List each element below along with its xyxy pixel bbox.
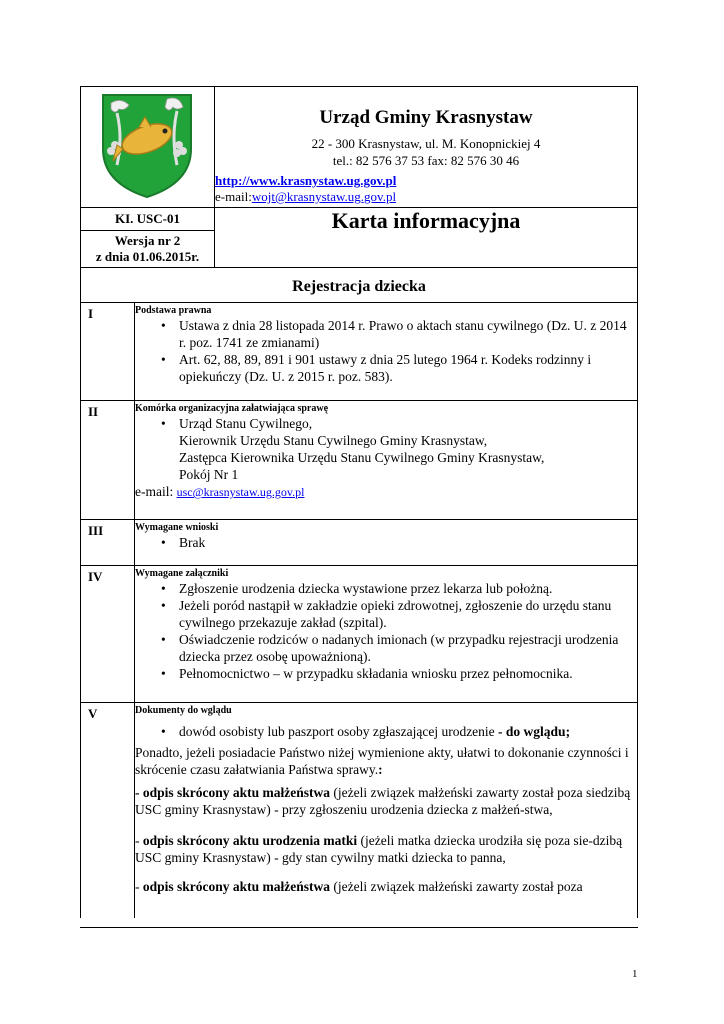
page-number: 1 [632, 968, 638, 980]
crest-cell [81, 87, 215, 208]
paragraph: - odpis skrócony aktu małżeństwa (jeżeli związek małżeński zawarty został poza siedzibą USC gminy Krasnystaw) - przy zgłoszeniu urodzenia dziecka z małżeń-stwa, [135, 785, 631, 817]
email-label: e-mail: [215, 189, 252, 204]
section-3 [80, 520, 638, 566]
organization-name: Urząd Gminy Krasnystaw [319, 107, 533, 128]
usc-email-line [135, 483, 631, 501]
text-line: Zastępca Kierownika Urzędu Stanu Cywilnego Gminy Krasnystaw, [179, 450, 545, 465]
email-label: e-mail: [135, 484, 177, 499]
organization-phone: tel.: 82 576 37 53 fax: 82 576 30 46 [332, 153, 520, 168]
list-item: • dowód osobisty lub paszport osoby zgłaszającej urodzenie - do wglądu; [179, 723, 631, 740]
section-number: I [81, 303, 135, 400]
version-block [81, 231, 214, 267]
usc-email-link[interactable]: usc@krasnystaw.ug.gov.pl [176, 485, 305, 499]
section-title: Dokumenty do wglądu [135, 705, 232, 716]
list-item: • Ustawa z dnia 28 listopada 2014 r. Prawo o aktach stanu cywilnego (Dz. U. z 2014 r. poz. 1741 ze zmianami) [179, 317, 631, 351]
paragraph: - odpis skrócony aktu urodzenia matki (jeżeli matka dziecka urodziła się poza sie-dzibą USC gminy Krasnystaw) - gdy stan cywilny matki dziecka to panna, [135, 833, 623, 865]
section-number: IV [81, 566, 135, 702]
email-link[interactable]: wojt@krasnystaw.ug.gov.pl [251, 189, 397, 204]
paragraph: Ponadto, jeżeli posiadacie Państwo niżej wymienione akty, ułatwi to dokonanie czynności i skrócenie czasu załatwiania Państwa sprawy.: [135, 745, 629, 777]
header-table [80, 86, 638, 268]
bottom-border [80, 927, 638, 928]
section-number: III [81, 520, 135, 565]
section-1 [80, 303, 638, 401]
organization-address: 22 - 300 Krasnystaw, ul. M. Konopnickiej 4 [311, 136, 541, 151]
list-item: • Art. 62, 88, 89, 891 i 901 ustawy z dnia 25 lutego 1964 r. Kodeks rodzinny i opiekuńczy (Dz. U. z 2015 r. poz. 583). [179, 351, 631, 385]
paragraph: - odpis skrócony aktu małżeństwa (jeżeli związek małżeński zawarty został poza [135, 879, 583, 894]
list-item: • Oświadczenie rodziców o nadanych imionach (w przypadku rejestracji urodzenia dziecka przez osobę upoważnioną). [179, 631, 631, 665]
section-title: Wymagane załączniki [135, 568, 229, 579]
document-code: KI. USC-01 [81, 208, 214, 231]
document-title: Karta informacyjna [215, 208, 638, 268]
list-item: • Urząd Stanu Cywilnego, [179, 415, 631, 432]
section-title: Podstawa prawna [135, 305, 212, 316]
version-date: z dnia 01.06.2015r. [95, 249, 200, 264]
coat-of-arms-icon [81, 87, 214, 202]
section-title: Wymagane wnioski [135, 522, 219, 533]
list-item: • Jeżeli poród nastąpił w zakładzie opieki zdrowotnej, zgłoszenie do urzędu stanu cywilnego przekazuje zakład (szpital). [179, 597, 631, 631]
version-number: Wersja nr 2 [114, 233, 181, 248]
list-item: • Brak [179, 534, 631, 551]
text-line: Pokój Nr 1 [179, 467, 239, 482]
email-line [215, 189, 637, 204]
list-item: • Zgłoszenie urodzenia dziecka wystawione przez lekarza lub położną. [179, 580, 631, 597]
document-frame [80, 86, 638, 918]
section-2 [80, 401, 638, 520]
website-link[interactable]: http://www.krasnystaw.ug.gov.pl [215, 173, 397, 188]
organization-cell [215, 87, 638, 208]
subject-title: Rejestracja dziecka [80, 268, 638, 303]
list-item: • Pełnomocnictwo – w przypadku składania wniosku przez pełnomocnika. [179, 665, 631, 682]
section-title: Komórka organizacyjna załatwiająca sprawę [135, 403, 329, 414]
section-5 [80, 703, 638, 918]
section-number: V [81, 703, 135, 918]
section-number: II [81, 401, 135, 519]
section-4 [80, 566, 638, 703]
text-line: Kierownik Urzędu Stanu Cywilnego Gminy Krasnystaw, [179, 433, 488, 448]
code-cell [81, 208, 215, 268]
